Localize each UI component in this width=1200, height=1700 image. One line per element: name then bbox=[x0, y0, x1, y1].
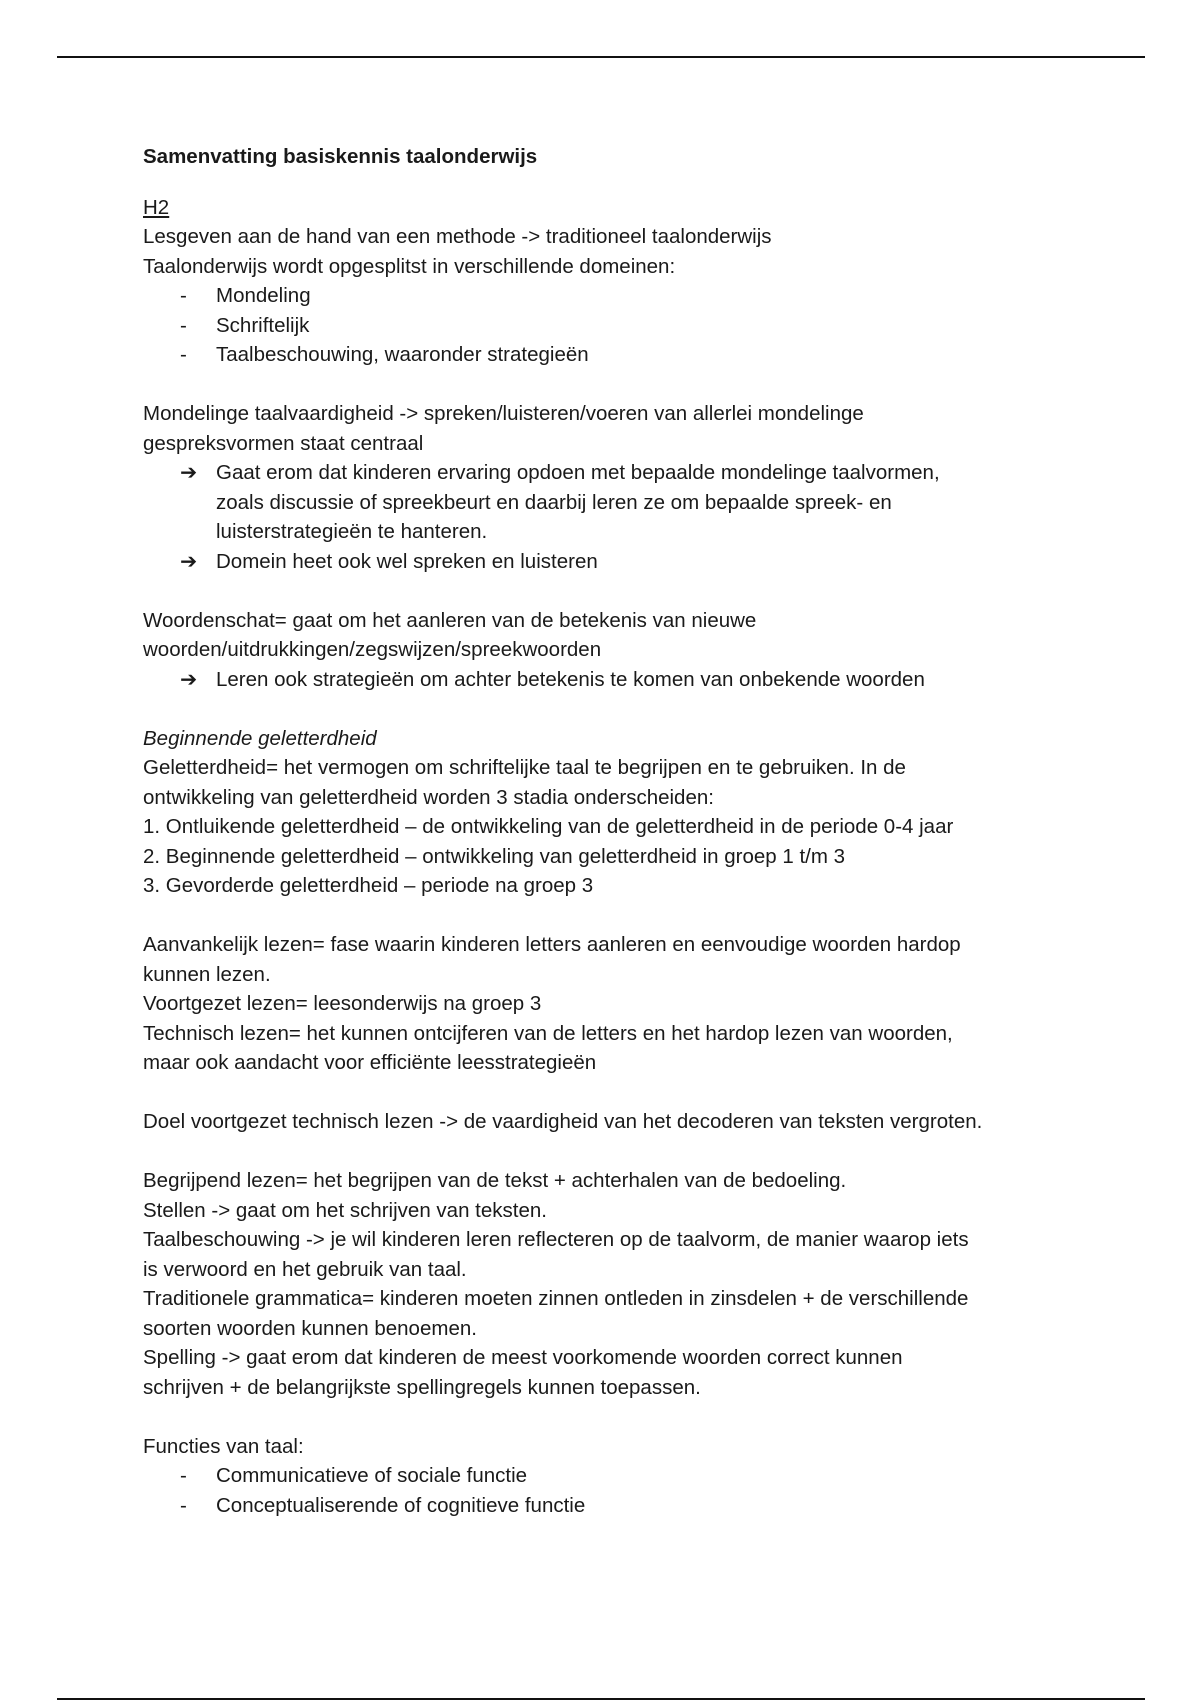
list-item: - Communicatieve of sociale functie bbox=[143, 1461, 1073, 1491]
paragraph: Taalonderwijs wordt opgesplitst in verschillende domeinen: bbox=[143, 254, 676, 278]
paragraph: is verwoord en het gebruik van taal. bbox=[143, 1257, 467, 1281]
paragraph: Traditionele grammatica= kinderen moeten zinnen ontleden in zinsdelen + de verschillende bbox=[143, 1287, 969, 1310]
paragraph: Lesgeven aan de hand van een methode -> traditioneel taalonderwijs bbox=[143, 225, 772, 248]
document-title: Samenvatting basiskennis taalonderwijs bbox=[143, 145, 538, 168]
paragraph: schrijven + de belangrijkste spellingregels kunnen toepassen. bbox=[143, 1375, 701, 1399]
paragraph: Begrijpend lezen= het begrijpen van de tekst + achterhalen van de bedoeling. bbox=[143, 1169, 847, 1192]
paragraph: Aanvankelijk lezen= fase waarin kinderen letters aanleren en eenvoudige woorden hardop bbox=[143, 933, 961, 956]
arrow-right-icon: ➔ bbox=[180, 461, 198, 484]
header-rule bbox=[57, 56, 1145, 58]
paragraph: soorten woorden kunnen benoemen. bbox=[143, 1316, 477, 1340]
bullet-dash-icon: - bbox=[180, 284, 187, 307]
paragraph: woorden/uitdrukkingen/zegswijzen/spreekwoorden bbox=[143, 638, 602, 661]
paragraph: Taalbeschouwing -> je wil kinderen leren reflecteren op de taalvorm, de manier waarop iets bbox=[143, 1228, 969, 1251]
numbered-item: 3. Gevorderde geletterdheid – periode na groep 3 bbox=[143, 874, 594, 897]
arrow-right-icon: ➔ bbox=[180, 667, 198, 691]
list-item: - Conceptualiserende of cognitieve functie bbox=[143, 1491, 1073, 1521]
list-item: - Mondeling bbox=[143, 281, 1073, 311]
paragraph: Voortgezet lezen= leesonderwijs na groep 3 bbox=[143, 992, 542, 1015]
paragraph: kunnen lezen. bbox=[143, 962, 271, 986]
bullet-dash-icon: - bbox=[180, 343, 187, 366]
paragraph: Spelling -> gaat erom dat kinderen de meest voorkomende woorden correct kunnen bbox=[143, 1346, 903, 1369]
paragraph: Functies van taal: bbox=[143, 1434, 304, 1458]
paragraph: maar ook aandacht voor efficiënte leesstrategieën bbox=[143, 1051, 597, 1074]
paragraph: ontwikkeling van geletterdheid worden 3 stadia onderscheiden: bbox=[143, 785, 714, 809]
paragraph: Mondelinge taalvaardigheid -> spreken/luisteren/voeren van allerlei mondelinge bbox=[143, 402, 864, 425]
section-heading: H2 bbox=[143, 195, 170, 219]
paragraph: gespreksvormen staat centraal bbox=[143, 431, 424, 455]
bullet-dash-icon: - bbox=[180, 313, 187, 337]
paragraph: Geletterdheid= het vermogen om schriftelijke taal te begrijpen en te gebruiken. In de bbox=[143, 756, 906, 779]
subheading: Beginnende geletterdheid bbox=[143, 726, 377, 750]
arrow-list-item: ➔ Leren ook strategieën om achter betekenis te komen van onbekende woorden bbox=[143, 665, 1073, 695]
arrow-right-icon: ➔ bbox=[180, 549, 198, 573]
arrow-list-item: ➔ Gaat erom dat kinderen ervaring opdoen met bepaalde mondelinge taalvormen, zoals discussie of spreekbeurt en daarbij leren ze om bepaalde spreek- en luisterstrategieën te hanteren. bbox=[143, 458, 1073, 547]
paragraph: Doel voortgezet technisch lezen -> de vaardigheid van het decoderen van teksten vergroten. bbox=[143, 1110, 983, 1133]
arrow-list-item: ➔ Domein heet ook wel spreken en luisteren bbox=[143, 547, 1073, 577]
paragraph: Technisch lezen= het kunnen ontcijferen van de letters en het hardop lezen van woorden, bbox=[143, 1021, 953, 1045]
list-item: - Taalbeschouwing, waaronder strategieën bbox=[143, 340, 1073, 370]
bullet-dash-icon: - bbox=[180, 1464, 187, 1487]
document-body bbox=[143, 142, 1073, 1520]
bullet-dash-icon: - bbox=[180, 1493, 187, 1517]
numbered-item: 1. Ontluikende geletterdheid – de ontwikkeling van de geletterdheid in de periode 0-4 jaar bbox=[143, 815, 954, 838]
paragraph: Stellen -> gaat om het schrijven van teksten. bbox=[143, 1198, 547, 1222]
list-item: - Schriftelijk bbox=[143, 311, 1073, 341]
paragraph: Woordenschat= gaat om het aanleren van de betekenis van nieuwe bbox=[143, 608, 757, 632]
numbered-item: 2. Beginnende geletterdheid – ontwikkeling van geletterdheid in groep 1 t/m 3 bbox=[143, 844, 846, 868]
